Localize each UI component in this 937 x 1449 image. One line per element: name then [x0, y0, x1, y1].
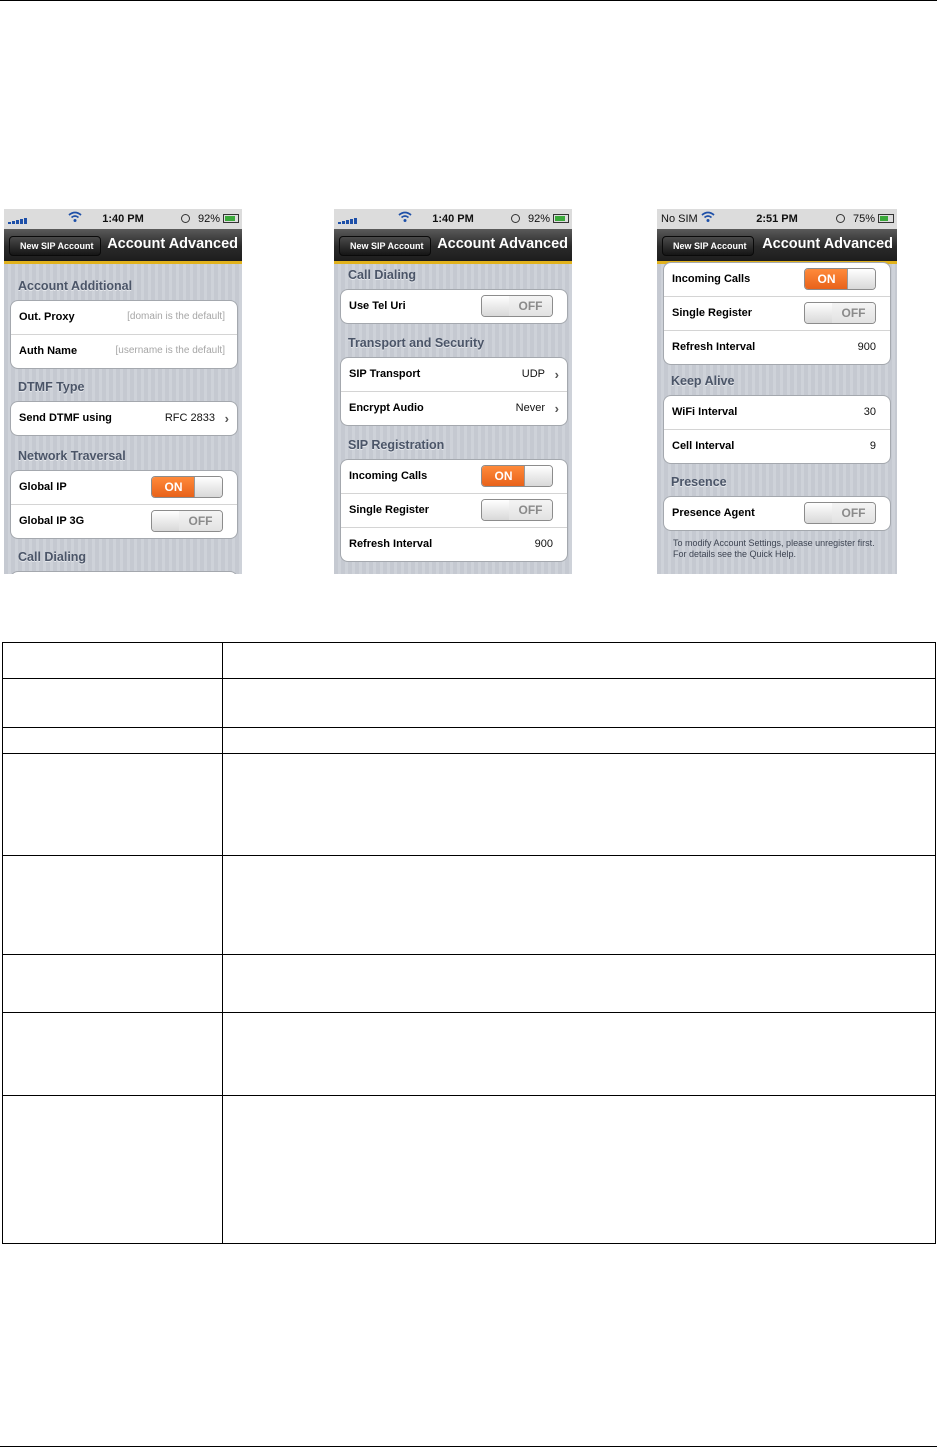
cell-interval-input[interactable]: 9 — [869, 440, 876, 452]
table-row — [3, 856, 936, 955]
table-cell — [3, 643, 223, 679]
row-label: Send DTMF using — [19, 412, 112, 424]
out-proxy-row[interactable] — [11, 301, 237, 335]
row-label: Cell Interval — [672, 440, 735, 452]
section-header-network-traversal: Network Traversal — [18, 449, 126, 463]
section-header-dtmf-type: DTMF Type — [18, 380, 85, 394]
table-cell — [3, 728, 223, 754]
carrier-name: No SIM — [661, 213, 698, 225]
table-cell — [223, 728, 936, 754]
status-bar — [657, 209, 897, 229]
settings-list[interactable] — [657, 264, 895, 574]
group-transport-security — [340, 357, 568, 426]
use-tel-uri-toggle[interactable]: OFF — [481, 295, 553, 317]
table-cell — [223, 643, 936, 679]
presence-agent-toggle[interactable]: OFF — [804, 502, 876, 524]
settings-description-table — [2, 642, 936, 1244]
row-label: Single Register — [672, 307, 753, 319]
global-ip-toggle[interactable]: ON — [151, 476, 223, 498]
table-row — [3, 754, 936, 856]
presence-agent-row — [664, 497, 890, 530]
auth-name-row[interactable] — [11, 335, 237, 368]
global-ip-3g-row — [11, 505, 237, 538]
table-row — [3, 728, 936, 754]
row-label: Presence Agent — [672, 507, 755, 519]
incoming-calls-row — [664, 263, 890, 297]
top-rule — [0, 0, 937, 1]
table-cell — [3, 1096, 223, 1244]
row-label: SIP Transport — [349, 368, 421, 380]
back-button[interactable]: New SIP Account — [662, 236, 754, 256]
battery-icon — [223, 214, 239, 223]
section-header-call-dialing: Call Dialing — [348, 268, 417, 282]
alarm-icon — [181, 214, 190, 223]
row-label: Out. Proxy — [19, 311, 75, 323]
single-register-toggle[interactable]: OFF — [481, 499, 553, 521]
table-row — [3, 679, 936, 728]
group-keep-alive — [663, 395, 891, 464]
settings-list[interactable] — [334, 264, 572, 574]
table-cell — [3, 856, 223, 955]
table-cell — [223, 679, 936, 728]
nav-title: Account Advanced — [437, 236, 568, 252]
table-row — [3, 643, 936, 679]
table-cell — [223, 754, 936, 856]
table-row — [3, 955, 936, 1013]
row-label: Single Register — [349, 504, 430, 516]
battery-percent: 92% — [197, 213, 220, 225]
status-time: 1:40 PM — [432, 213, 474, 225]
section-header-transport-security: Transport and Security — [348, 336, 485, 350]
cell-interval-row[interactable] — [664, 430, 890, 463]
group-sip-registration — [663, 262, 891, 365]
back-button[interactable]: New SIP Account — [9, 236, 101, 256]
table-row — [3, 1096, 936, 1244]
battery-icon — [878, 214, 894, 223]
group-account-additional — [10, 300, 238, 369]
send-dtmf-row[interactable] — [11, 402, 237, 435]
group-presence — [663, 496, 891, 531]
incoming-calls-toggle[interactable]: ON — [804, 268, 876, 290]
phone-screen-1 — [4, 209, 242, 574]
battery-percent: 75% — [852, 213, 875, 225]
group-call-dialing — [340, 289, 568, 324]
row-label: Refresh Interval — [349, 538, 433, 550]
global-ip-3g-toggle[interactable]: OFF — [151, 510, 223, 532]
battery-icon — [553, 214, 569, 223]
table-cell — [223, 1096, 936, 1244]
battery-percent: 92% — [527, 213, 550, 225]
row-label: Incoming Calls — [349, 470, 428, 482]
footnote: To modify Account Settings, please unregister first. For details see the Quick Help. — [673, 538, 875, 559]
wifi-interval-input[interactable]: 30 — [863, 406, 876, 418]
phone-screen-2 — [334, 209, 572, 574]
chevron-right-icon: › — [554, 401, 559, 416]
status-time: 2:51 PM — [756, 213, 798, 225]
global-ip-row — [11, 471, 237, 505]
back-button[interactable]: New SIP Account — [339, 236, 431, 256]
wifi-interval-row[interactable] — [664, 396, 890, 430]
status-time: 1:40 PM — [102, 213, 144, 225]
table-cell — [223, 1013, 936, 1096]
bottom-rule — [0, 1446, 937, 1447]
section-header-presence: Presence — [671, 475, 727, 489]
incoming-calls-toggle[interactable]: ON — [481, 465, 553, 487]
nav-bar — [4, 229, 242, 264]
refresh-interval-input[interactable]: 900 — [857, 341, 876, 353]
table-cell — [223, 856, 936, 955]
table-cell — [3, 1013, 223, 1096]
status-bar — [334, 209, 572, 229]
row-label: Auth Name — [19, 345, 78, 357]
single-register-row — [341, 494, 567, 528]
section-header-sip-registration: SIP Registration — [348, 438, 445, 452]
chevron-right-icon: › — [554, 367, 559, 382]
nav-title: Account Advanced — [107, 236, 238, 252]
group-call-dialing-partial — [10, 571, 238, 574]
row-label: Global IP 3G — [19, 515, 85, 527]
table-cell — [3, 679, 223, 728]
row-label: Encrypt Audio — [349, 402, 424, 414]
status-bar — [4, 209, 242, 229]
refresh-interval-row[interactable] — [341, 528, 567, 561]
row-value: RFC 2833 — [164, 412, 215, 424]
phone-screen-3 — [657, 209, 897, 574]
row-value: UDP — [521, 368, 545, 380]
row-label: Global IP — [19, 481, 67, 493]
section-header-keep-alive: Keep Alive — [671, 374, 735, 388]
auth-name-input[interactable]: [username is the default] — [115, 345, 225, 356]
incoming-calls-row — [341, 460, 567, 494]
table-cell — [3, 754, 223, 856]
chevron-right-icon: › — [224, 411, 229, 426]
single-register-toggle[interactable]: OFF — [804, 302, 876, 324]
single-register-row — [664, 297, 890, 331]
table-cell — [3, 955, 223, 1013]
out-proxy-input[interactable]: [domain is the default] — [127, 311, 225, 322]
alarm-icon — [836, 214, 845, 223]
nav-title: Account Advanced — [762, 236, 893, 252]
group-sip-registration — [340, 459, 568, 562]
row-value: Never — [515, 402, 545, 414]
section-header-account-additional: Account Additional — [18, 279, 133, 293]
group-dtmf-type — [10, 401, 238, 436]
settings-list[interactable] — [4, 264, 242, 574]
nav-bar — [334, 229, 572, 264]
sip-transport-row[interactable] — [341, 358, 567, 392]
refresh-interval-row[interactable] — [664, 331, 890, 364]
row-label: WiFi Interval — [672, 406, 738, 418]
table-row — [3, 1013, 936, 1096]
table-cell — [223, 955, 936, 1013]
row-label: Use Tel Uri — [349, 300, 406, 312]
nav-bar — [657, 229, 897, 264]
section-header-call-dialing: Call Dialing — [18, 550, 87, 564]
refresh-interval-input[interactable]: 900 — [534, 538, 553, 550]
alarm-icon — [511, 214, 520, 223]
row-label: Incoming Calls — [672, 273, 751, 285]
group-network-traversal — [10, 470, 238, 539]
encrypt-audio-row[interactable] — [341, 392, 567, 425]
row-label: Refresh Interval — [672, 341, 756, 353]
use-tel-uri-row — [341, 290, 567, 323]
